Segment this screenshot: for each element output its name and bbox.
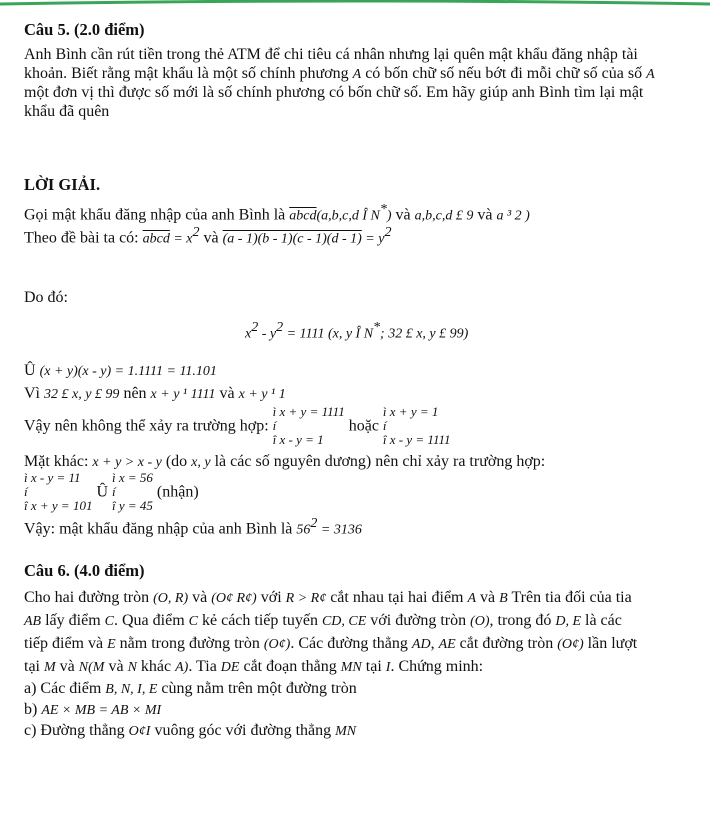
sol-equation-1: $x^2 - y^2 = 1111$ (x, y Î N*; 32 £ x, y £ 99) [245, 320, 469, 342]
solution-title: LỜI GIẢI. [24, 175, 101, 194]
q6-line-4: tại M và N(M và N khác A). Tia DE cắt đoạn thẳng MN tại I. Chứng minh: [24, 658, 484, 675]
q6-line-2: AB lấy điểm C. Qua điểm C kẻ cách tiếp tuyến CD, CE với đường tròn (O), trong đó D, E là các [24, 612, 622, 629]
q6-line-1: Cho hai đường tròn (O, R) và (O¢ R¢) với R > R¢ cắt nhau tại hai điểm A và B Trên tia đối của tia [24, 589, 632, 606]
sol-line-9: ì x - y = 11 í î x + y = 101 Û ì x = 56 í î y = 45 (nhận) [24, 470, 199, 513]
q5-line-5: khẩu đã quên [24, 103, 110, 120]
system-1: ì x + y = 1111 í î x - y = 1 [272, 404, 345, 447]
sol-line-7: Vậy nên không thể xảy ra trường hợp: ì x + y = 1111 í î x - y = 1 hoặc ì x + y = 1 í î x - y = 1111 [24, 404, 451, 447]
q6-line-3: tiếp điểm và E nằm trong đường tròn (O¢). Các đường thẳng AD, AE cắt đường tròn (O¢) lần lượt [24, 635, 638, 652]
q5-line-4: một đơn vị thì được số mới là số chính phương có bốn chữ số. Em hãy giúp anh Bình tìm lại mật [24, 84, 644, 101]
q5-line-1: Anh Bình cần rút tiền trong thẻ ATM để chi tiêu cá nhân nhưng lại quên mật khẩu đăng nhập tài [24, 46, 638, 63]
sol-line-2: Theo đề bài ta có: abcd = $x^2$ và $(a - 1)(b - 1)(c - 1)(d - 1) = y^2$ [24, 225, 392, 247]
q6-part-a: a) Các điểm B, N, I, E cùng nằm trên một đường tròn [24, 680, 357, 697]
system-3: ì x - y = 11 í î x + y = 101 [24, 470, 93, 513]
q5-line-2: khoản. Biết rằng mật khẩu là một số chính phương A có bốn chữ số nếu bớt đi mỗi chữ số của số A [24, 65, 655, 82]
top-decor-stripe [0, 0, 710, 8]
system-2: ì x + y = 1 í î x - y = 1111 [382, 404, 451, 447]
q6-part-b: b) AE × MB = AB × MI [24, 701, 162, 718]
sol-line-3: Do đó: [24, 289, 68, 306]
q6-title: Câu 6. (4.0 điểm) [24, 561, 145, 580]
sol-line-6: Vì 32 £ x, y £ 99 nên x + y ¹ 1111 và x + y ¹ 1 [24, 385, 286, 402]
sol-line-8: Mặt khác: x + y > x - y (do x, y là các số nguyên dương) nên chỉ xảy ra trường hợp: [24, 453, 546, 470]
system-4: ì x = 56 í î y = 45 [112, 470, 153, 513]
sol-line-1: Gọi mật khẩu đăng nhập của anh Bình là abcd(a,b,c,d Î N*) và a,b,c,d £ 9 và a ³ 2 ) [24, 202, 530, 224]
sol-line-5: Û (x + y)(x - y) = 1.1111 = 11.101 [24, 362, 217, 379]
q6-part-c: c) Đường thẳng O¢I vuông góc với đường thẳng MN [24, 722, 357, 739]
q5-title: Câu 5. (2.0 điểm) [24, 20, 145, 39]
sol-line-10: Vậy: mật khẩu đăng nhập của anh Bình là $56^2 = 3136$ [24, 516, 362, 538]
